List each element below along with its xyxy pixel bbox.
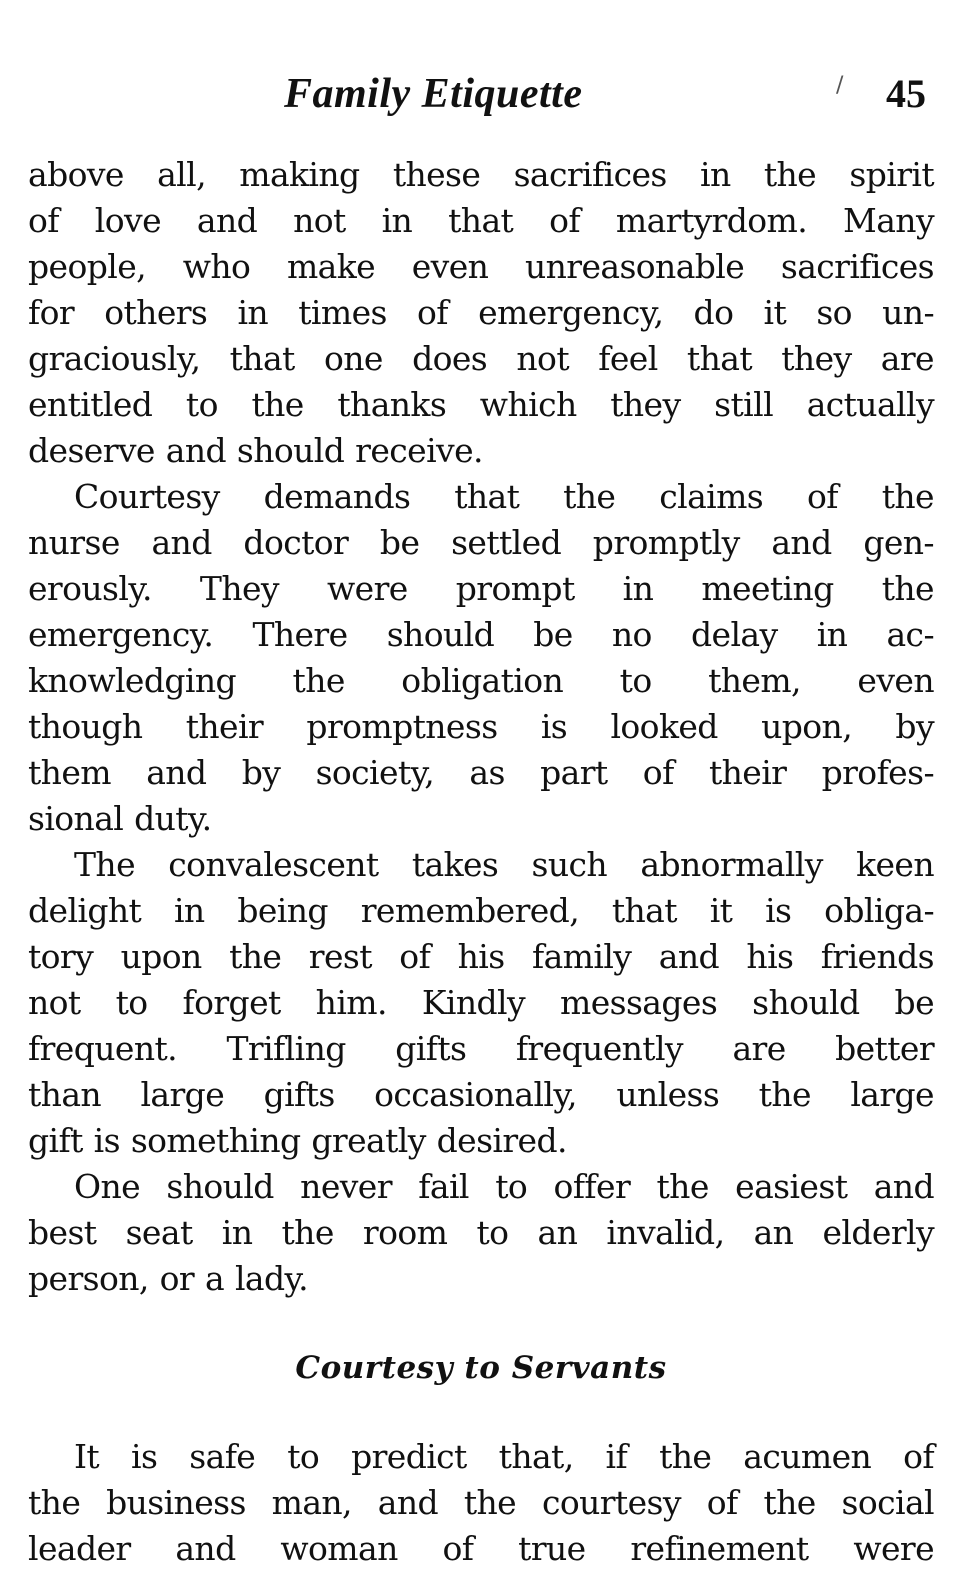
text-line: erously. They were prompt in meeting the	[28, 569, 934, 608]
page-number: 45	[886, 71, 926, 116]
text-line: One should never fail to offer the easiest and	[74, 1167, 934, 1206]
text-line: delight in being remembered, that it is obliga-	[28, 891, 934, 930]
text-line: The convalescent takes such abnormally keen	[74, 845, 934, 884]
text-line: the business man, and the courtesy of the social	[28, 1483, 934, 1522]
text-line: them and by society, as part of their profes-	[28, 753, 934, 792]
text-line: sional duty.	[28, 799, 212, 838]
text-line: above all, making these sacrifices in the spirit	[28, 155, 934, 194]
body-text	[28, 152, 934, 1572]
text-line: gift is something greatly desired.	[28, 1121, 567, 1160]
paragraph-4	[28, 1164, 934, 1302]
text-line: people, who make even unreasonable sacrifices	[28, 247, 934, 286]
text-line: best seat in the room to an invalid, an elderly	[28, 1213, 934, 1252]
text-line: for others in times of emergency, do it so un-	[28, 293, 934, 332]
paragraph-2	[28, 474, 934, 842]
section-heading: Courtesy to Servants	[295, 1350, 667, 1386]
text-line: nurse and doctor be settled promptly and gen-	[28, 523, 934, 562]
text-line: frequent. Trifling gifts frequently are better	[28, 1029, 934, 1068]
text-line: tory upon the rest of his family and his friends	[28, 937, 934, 976]
text-line: of love and not in that of martyrdom. Many	[28, 201, 934, 240]
paragraph-3	[28, 842, 934, 1164]
paragraph-1	[28, 152, 934, 474]
paragraph-5	[28, 1434, 934, 1572]
text-line: not to forget him. Kindly messages should be	[28, 983, 934, 1022]
text-line: leader and woman of true refinement were	[28, 1529, 934, 1568]
text-line: emergency. There should be no delay in ac-	[28, 615, 934, 654]
running-head-mark: /	[836, 73, 844, 98]
text-line: entitled to the thanks which they still actually	[28, 385, 934, 424]
text-line: though their promptness is looked upon, by	[28, 707, 934, 746]
text-line: than large gifts occasionally, unless the large	[28, 1075, 934, 1114]
running-title: Family Etiquette	[284, 71, 583, 117]
running-head	[0, 64, 974, 124]
text-line: graciously, that one does not feel that they are	[28, 339, 934, 378]
text-line: It is safe to predict that, if the acumen of	[74, 1437, 934, 1476]
text-line: person, or a lady.	[28, 1259, 309, 1298]
text-line: deserve and should receive.	[28, 431, 483, 470]
text-line: Courtesy demands that the claims of the	[74, 477, 934, 516]
text-line: knowledging the obligation to them, even	[28, 661, 934, 700]
